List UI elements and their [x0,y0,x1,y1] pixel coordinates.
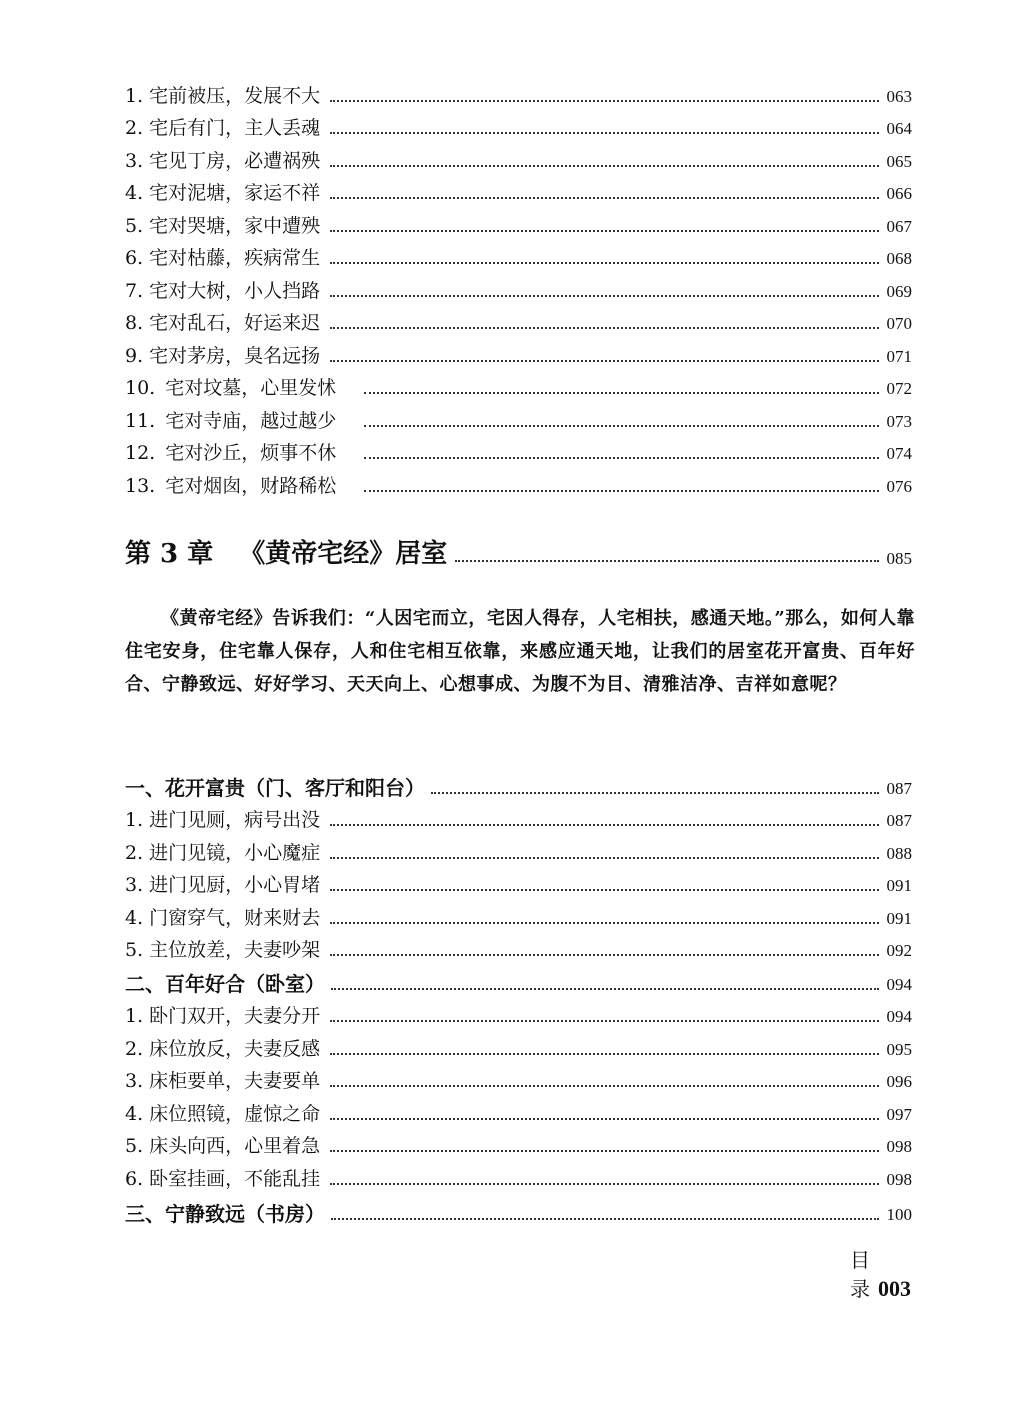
toc-entry [125,1096,912,1126]
chapter-intro: 《黄帝宅经》告诉我们：“人因宅而立，宅因人得存，人宅相扶，感通天地。”那么，如何人靠住宅安身，住宅靠人保存，人和住宅相互依靠，来感应通天地，让我们的居室花开富贵、百年好合、宁静致远、好好学习、天天向上、心想事成、为腹不为目、清雅洁净、吉祥如意呢？ [125,608,915,695]
entry-number: 3. [125,1070,144,1092]
section-heading [125,1196,912,1226]
entry-page: 074 [886,444,912,463]
entry-page: 091 [886,909,912,928]
toc-entry [125,143,912,173]
entry-title: 宅对哭塘，家中遭殃 [149,215,321,237]
entry-number: 11. [125,410,156,432]
entry-title: 宅对寺庙，越过越少 [165,410,337,432]
chapter-title: 《黄帝宅经》居室 [239,539,448,569]
leader-dots [330,824,878,826]
entry-page: 073 [886,412,912,431]
entry-page: 096 [886,1072,912,1091]
entry-title: 宅对枯藤，疾病常生 [149,247,321,269]
entry-title: 进门见厨，小心胃堵 [149,874,321,896]
leader-dots [331,1218,879,1220]
entry-number: 3. [125,150,144,172]
page-number: 003 [878,1276,911,1301]
entry-number: 2. [125,1038,144,1060]
chapter-page: 085 [886,549,912,568]
entry-page: 097 [886,1105,912,1124]
entry-title: 床位照镜，虚惊之命 [149,1103,321,1125]
entry-title: 门窗穿气，财来财去 [149,907,321,929]
toc-entry [125,370,912,400]
leader-dots [330,132,878,134]
leader-dots [330,922,878,924]
toc-entry [125,867,912,897]
entry-page: 068 [886,249,912,268]
leader-dots [364,490,878,492]
section-page: 087 [886,779,912,798]
entry-number: 1. [125,85,144,107]
section-heading [125,770,912,800]
entry-number: 5. [125,215,144,237]
entry-title: 宅前被压，发展不大 [149,85,321,107]
leader-dots [330,954,878,956]
entry-page: 098 [886,1137,912,1156]
leader-dots [330,360,878,362]
toc-entry [125,110,912,140]
entry-number: 6. [125,247,144,269]
entry-number: 2. [125,842,144,864]
entry-page: 071 [886,347,912,366]
toc-entry [125,273,912,303]
toc-entry [125,802,912,832]
leader-dots [431,792,879,794]
chapter-heading [125,530,912,570]
entry-number: 12. [125,442,156,464]
entry-title: 宅对泥塘，家运不祥 [149,182,321,204]
entry-number: 1. [125,809,144,831]
toc-entry [125,900,912,930]
running-footer-label: 目录 [850,1248,886,1301]
entry-title: 卧门双开，夫妻分开 [149,1005,321,1027]
entry-page: 066 [886,184,912,203]
toc-entry [125,835,912,865]
toc-entry [125,305,912,335]
leader-dots [330,889,878,891]
toc-entry [125,338,912,368]
entry-page: 063 [886,87,912,106]
entry-title: 床头向西，心里着急 [149,1135,321,1157]
leader-dots [330,197,878,199]
entry-page: 069 [886,282,912,301]
entry-number: 5. [125,939,144,961]
section-title: 一、花开富贵（门、客厅和阳台） [125,776,425,800]
leader-dots [364,457,878,459]
entry-title: 床柜要单，夫妻要单 [149,1070,321,1092]
entry-title: 宅对乱石，好运来迟 [149,312,321,334]
leader-dots [330,1085,878,1087]
section-title: 二、百年好合（卧室） [125,972,325,996]
entry-number: 4. [125,907,144,929]
entry-title: 卧室挂画，不能乱挂 [149,1168,321,1190]
entry-number: 3. [125,874,144,896]
toc-entry [125,1128,912,1158]
toc-entry [125,208,912,238]
entry-number: 4. [125,1103,144,1125]
section-page: 100 [886,1205,912,1224]
entry-title: 宅对烟囱，财路稀松 [165,475,337,497]
entry-page: 094 [886,1007,912,1026]
leader-dots [330,1118,878,1120]
entry-number: 7. [125,280,144,302]
entry-page: 072 [886,379,912,398]
entry-title: 宅对大树，小人挡路 [149,280,321,302]
toc-entry [125,1161,912,1191]
toc-entry [125,932,912,962]
entry-title: 进门见厕，病号出没 [149,809,321,831]
leader-dots [330,857,878,859]
entry-title: 床位放反，夫妻反感 [149,1038,321,1060]
toc-entry [125,403,912,433]
entry-title: 进门见镜，小心魔症 [149,842,321,864]
entry-page: 064 [886,119,912,138]
entry-number: 5. [125,1135,144,1157]
toc-entry [125,1063,912,1093]
entry-number: 9. [125,345,144,367]
entry-number: 6. [125,1168,144,1190]
section-page: 094 [886,975,912,994]
toc-entry [125,240,912,270]
toc-entry [125,78,912,108]
leader-dots [330,1183,878,1185]
leader-dots [364,425,878,427]
entry-page: 098 [886,1170,912,1189]
entry-number: 2. [125,117,144,139]
entry-page: 076 [886,477,912,496]
leader-dots [330,1150,878,1152]
leader-dots [330,100,878,102]
entry-title: 主位放差，夫妻吵架 [149,939,321,961]
toc-entry [125,998,912,1028]
entry-page: 095 [886,1040,912,1059]
leader-dots [364,392,878,394]
section-heading [125,966,912,996]
entry-title: 宅对沙丘，烦事不休 [165,442,337,464]
leader-dots [330,295,878,297]
toc-entry [125,175,912,205]
entry-title: 宅对坟墓，心里发怵 [165,377,337,399]
entry-number: 1. [125,1005,144,1027]
entry-title: 宅见丁房，必遭祸殃 [149,150,321,172]
toc-entry [125,1031,912,1061]
leader-dots [455,560,878,562]
entry-page: 091 [886,876,912,895]
entry-page: 087 [886,811,912,830]
entry-number: 13. [125,475,156,497]
section-title: 三、宁静致远（书房） [125,1202,325,1226]
entry-page: 070 [886,314,912,333]
entry-page: 065 [886,152,912,171]
leader-dots [330,165,878,167]
entry-title: 宅后有门，主人丢魂 [149,117,321,139]
entry-page: 067 [886,217,912,236]
chapter-label: 第 3 章 [125,539,214,569]
toc-entry [125,468,912,498]
leader-dots [330,327,878,329]
toc-entry [125,435,912,465]
entry-page: 092 [886,941,912,960]
leader-dots [330,1053,878,1055]
entry-page: 088 [886,844,912,863]
entry-number: 4. [125,182,144,204]
entry-number: 10. [125,377,156,399]
entry-number: 8. [125,312,144,334]
leader-dots [330,1020,878,1022]
leader-dots [330,230,878,232]
leader-dots [331,988,879,990]
leader-dots [330,262,878,264]
entry-title: 宅对茅房，臭名远扬 [149,345,321,367]
